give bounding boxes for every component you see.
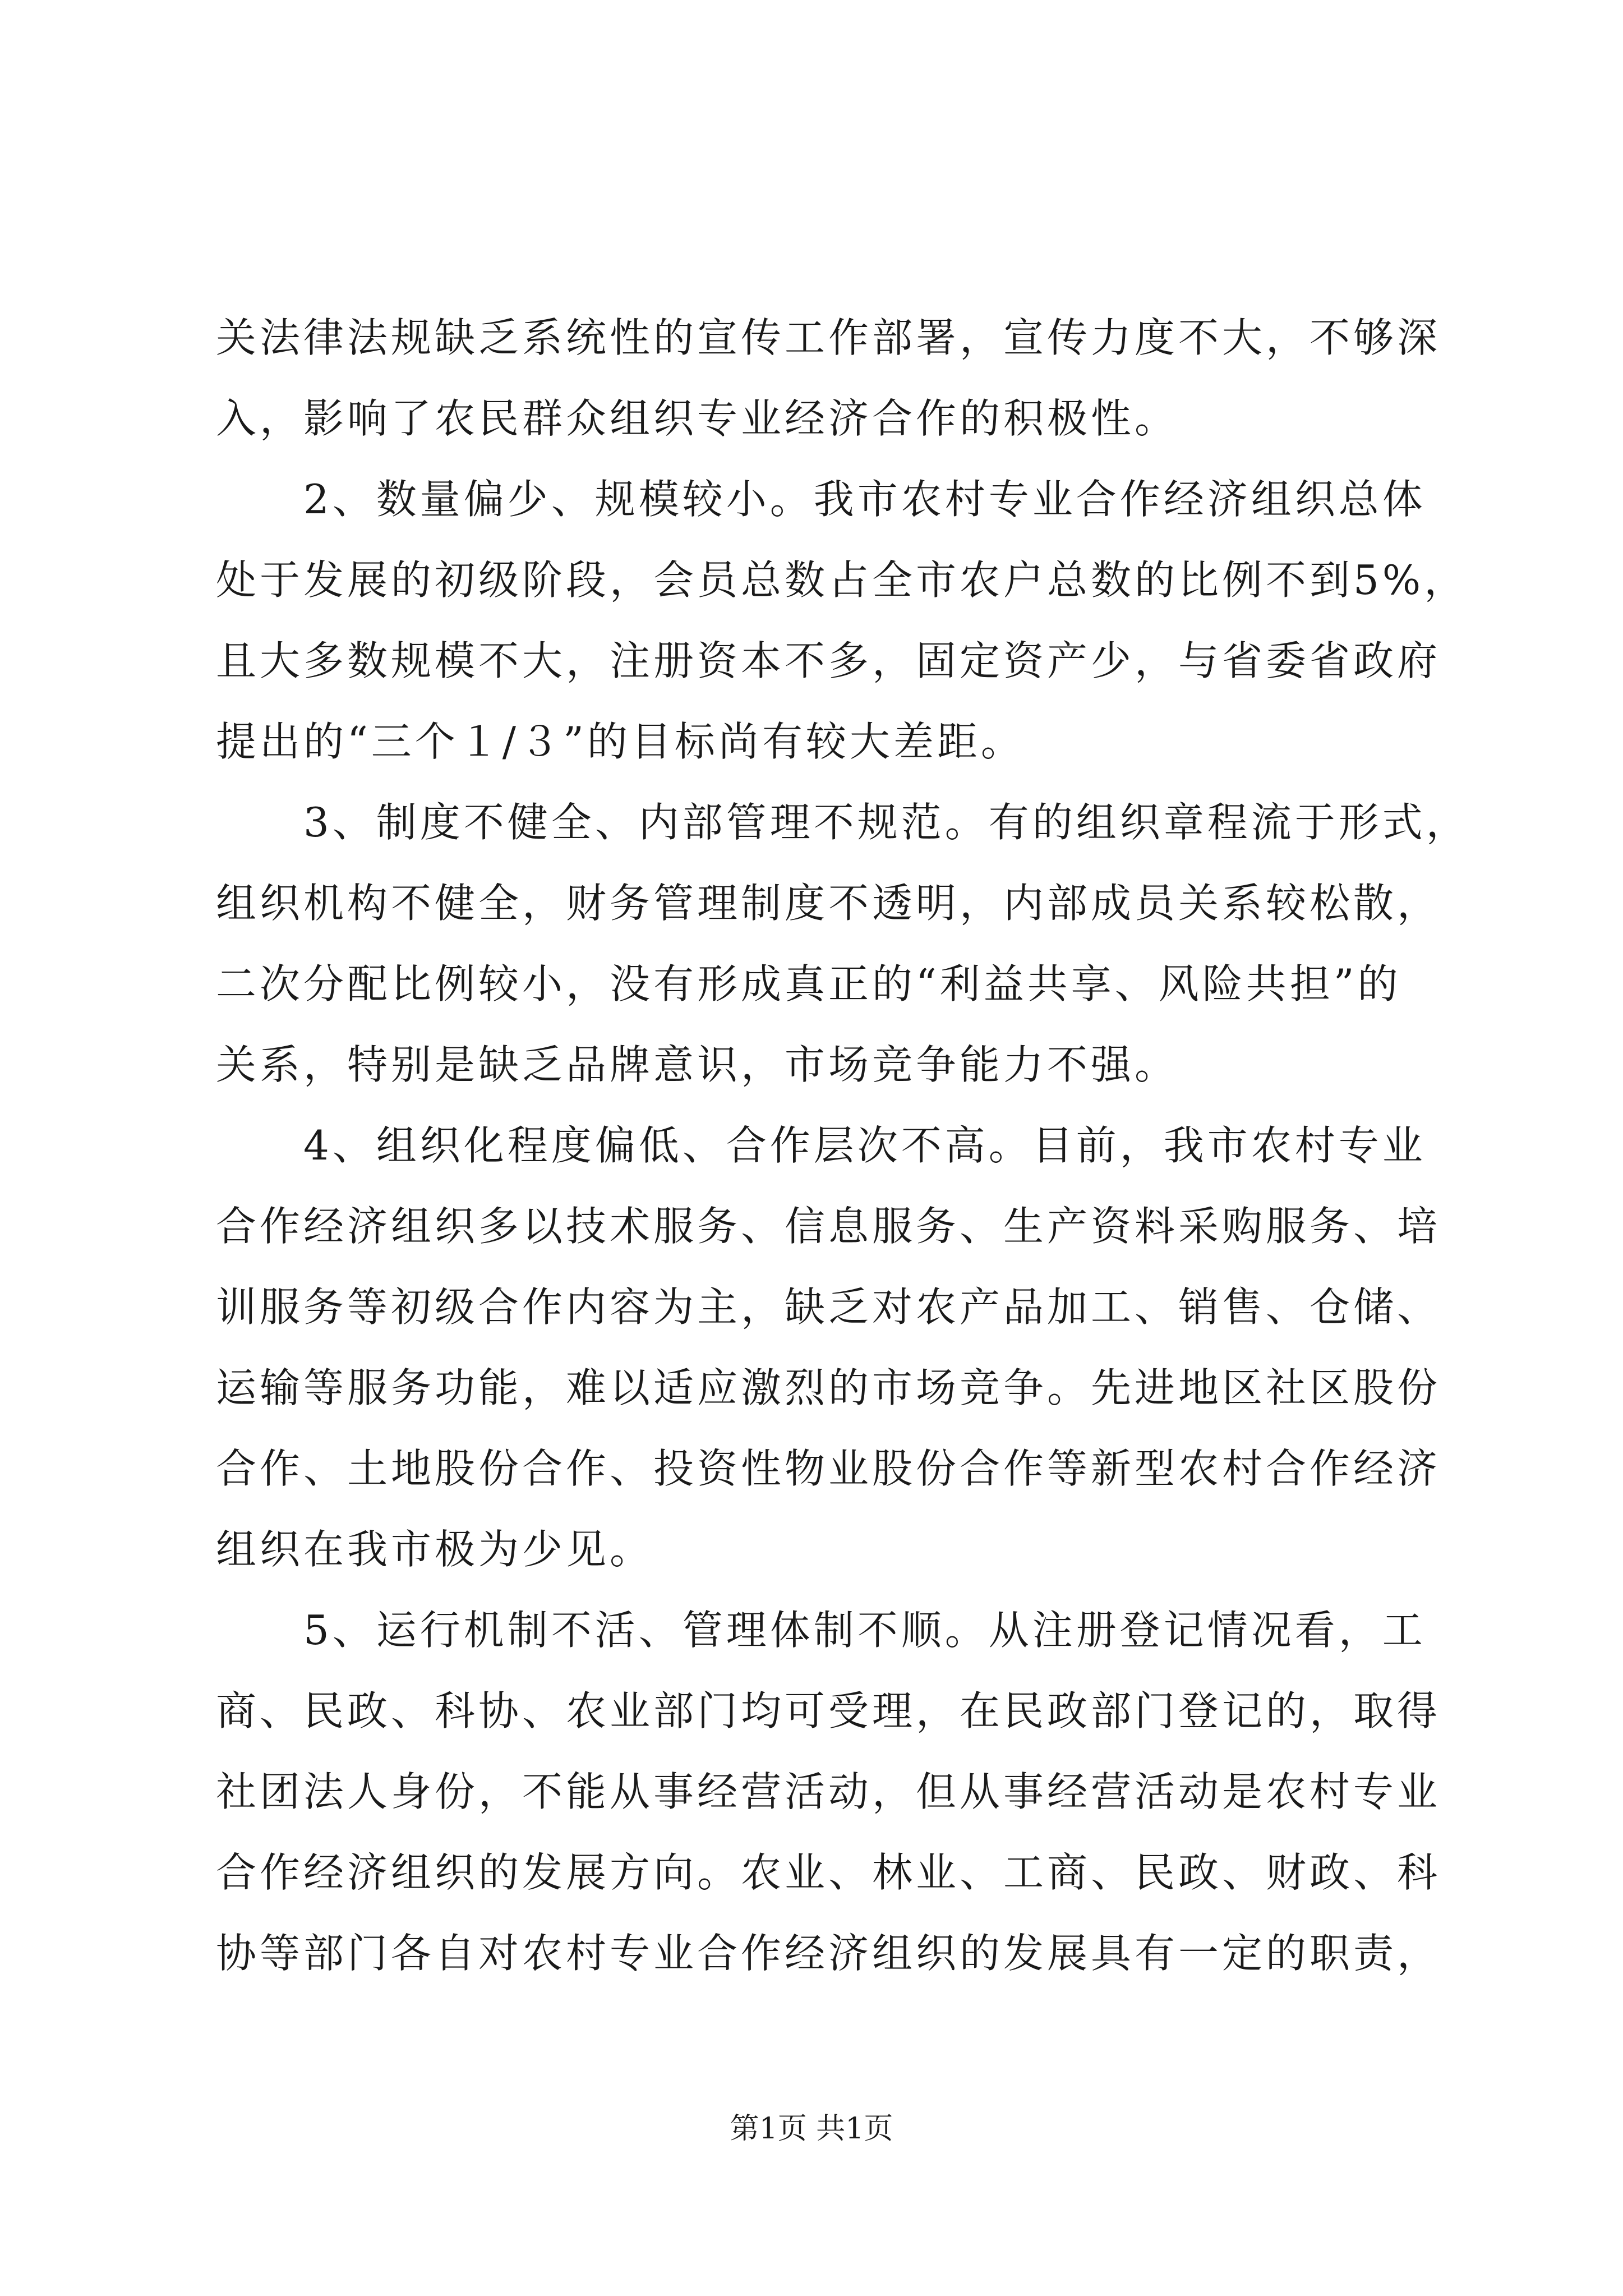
text-line: 2、数量偏少、规模较小。我市农村专业合作经济组织总体 (216, 476, 1426, 523)
text-line: 组织机构不健全，财务管理制度不透明，内部成员关系较松散， (216, 880, 1441, 927)
text-line: 关法律法规缺乏系统性的宣传工作部署，宣传力度不大，不够深 (216, 314, 1441, 361)
text-line: 合作经济组织的发展方向。农业、林业、工商、民政、财政、科 (216, 1849, 1441, 1896)
text-line: 组织在我市极为少见。 (216, 1526, 654, 1573)
body-text (216, 297, 1470, 1994)
text-line: 提出的“三个１/３”的目标尚有较大差距。 (216, 718, 1025, 765)
text-line: 5、运行机制不活、管理体制不顺。从注册登记情况看，工 (216, 1607, 1426, 1654)
text-line: 合作、土地股份合作、投资性物业股份合作等新型农村合作经济 (216, 1445, 1441, 1492)
text-line: 运输等服务功能，难以适应激烈的市场竞争。先进地区社区股份 (216, 1364, 1441, 1411)
text-line: 且大多数规模不大，注册资本不多，固定资产少，与省委省政府 (216, 637, 1441, 684)
text-line: 处于发展的初级阶段，会员总数占全市农户总数的比例不到5%， (216, 556, 1468, 604)
text-line: 4、组织化程度偏低、合作层次不高。目前，我市农村专业 (216, 1122, 1426, 1169)
text-line: 商、民政、科协、农业部门均可受理，在民政部门登记的，取得 (216, 1687, 1441, 1734)
text-line: 社团法人身份，不能从事经营活动，但从事经营活动是农村专业 (216, 1768, 1441, 1815)
text-line: 协等部门各自对农村专业合作经济组织的发展具有一定的职责， (216, 1930, 1441, 1977)
text-line: 3、制度不健全、内部管理不规范。有的组织章程流于形式， (216, 799, 1470, 846)
text-line: 二次分配比例较小，没有形成真正的“利益共享、风险共担”的 (216, 960, 1401, 1007)
page-footer: 第1页 共1页 (730, 2112, 893, 2146)
text-line: 入，影响了农民群众组织专业经济合作的积极性。 (216, 395, 1179, 442)
text-line: 合作经济组织多以技术服务、信息服务、生产资料采购服务、培 (216, 1203, 1441, 1250)
text-line: 关系，特别是缺乏品牌意识，市场竞争能力不强。 (216, 1041, 1179, 1088)
text-line: 训服务等初级合作内容为主，缺乏对农产品加工、销售、仓储、 (216, 1283, 1441, 1331)
